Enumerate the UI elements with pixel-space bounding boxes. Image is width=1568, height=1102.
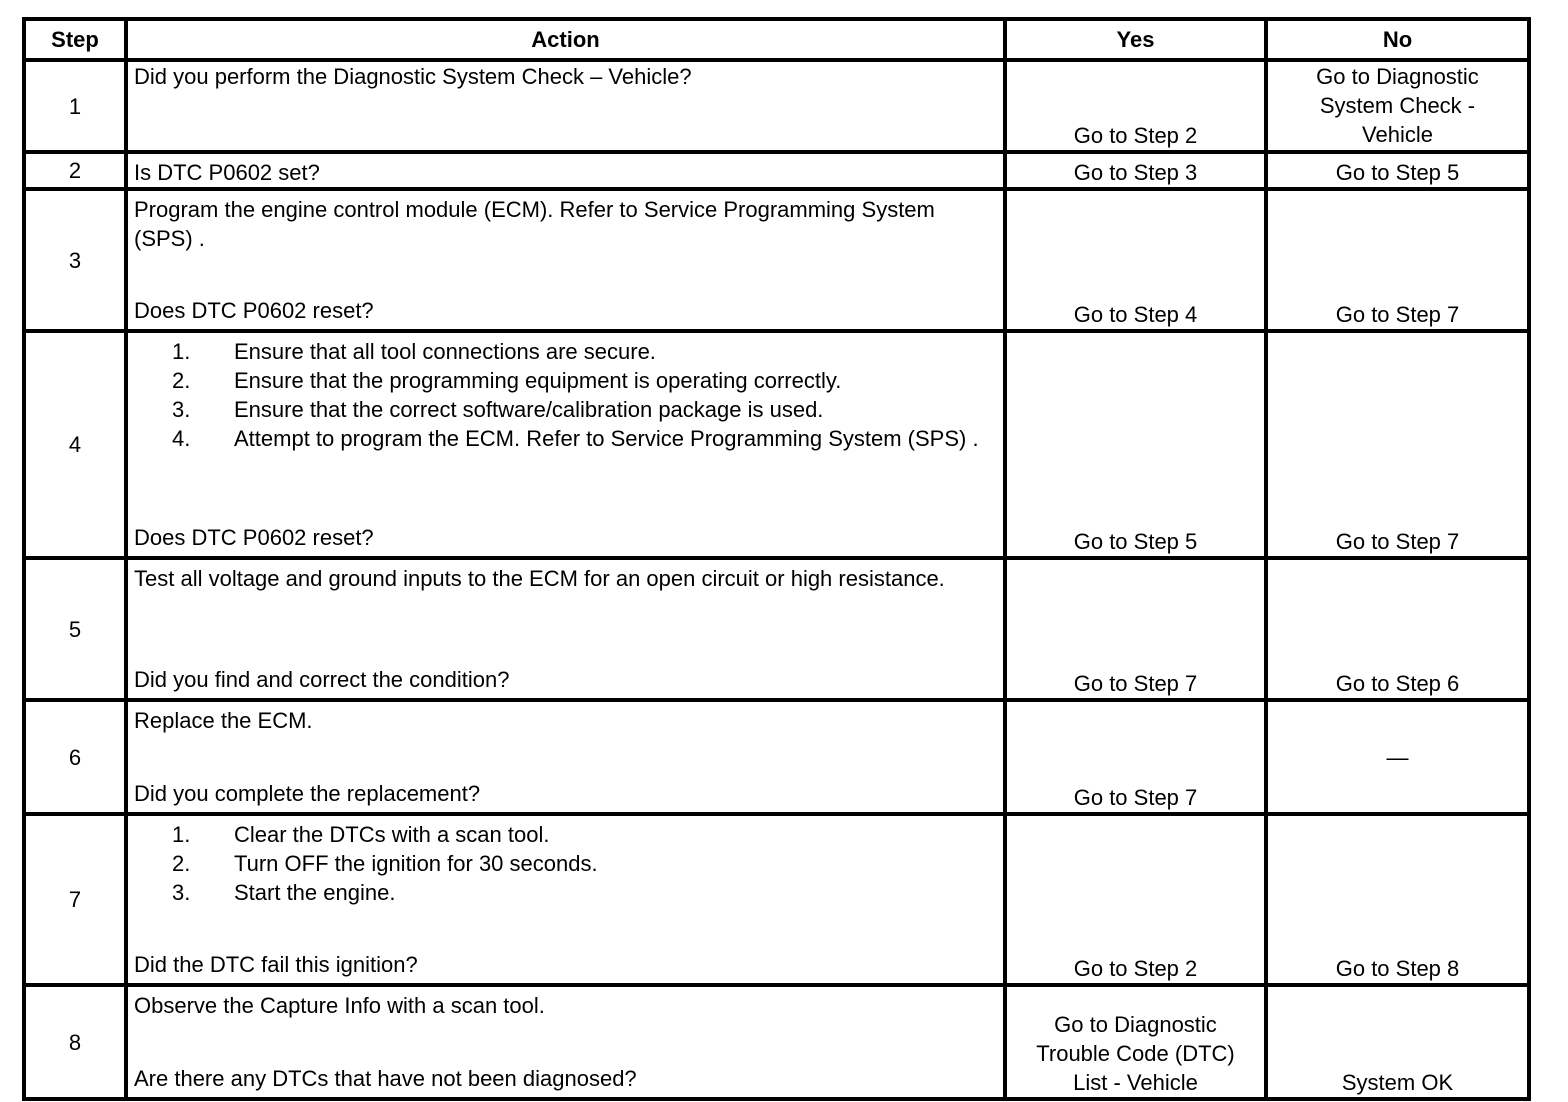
step-number: 4	[24, 331, 126, 558]
list-item: 1. Ensure that all tool connections are secure.	[172, 339, 656, 364]
yes-cell: Go to Step 3	[1005, 152, 1266, 189]
action-cell	[126, 331, 1005, 558]
list-item: 3. Ensure that the correct software/calibration package is used.	[172, 397, 824, 422]
no-cell: Go to Step 7	[1266, 331, 1529, 558]
list-item: 2. Turn OFF the ignition for 30 seconds.	[172, 851, 598, 876]
header-yes: Yes	[1005, 19, 1266, 60]
action-question: Did you complete the replacement?	[134, 781, 481, 806]
table-row	[24, 60, 1529, 152]
action-cell	[126, 152, 1005, 189]
no-cell: Go to Step 8	[1266, 814, 1529, 985]
step-number: 6	[24, 700, 126, 814]
action-cell	[126, 60, 1005, 152]
table-row	[24, 152, 1529, 189]
step-number: 8	[24, 985, 126, 1099]
action-question: Did you find and correct the condition?	[134, 667, 510, 692]
action-question: Does DTC P0602 reset?	[134, 298, 374, 323]
action-steps-list	[134, 820, 997, 907]
table-row	[24, 331, 1529, 558]
no-cell: Go to Step 7	[1266, 189, 1529, 331]
yes-cell: Go to Step 7	[1005, 558, 1266, 700]
header-step: Step	[24, 19, 126, 60]
table-row	[24, 189, 1529, 331]
action-question: Did the DTC fail this ignition?	[134, 952, 418, 977]
yes-cell: Go to Diagnostic Trouble Code (DTC) List - Vehicle	[1005, 985, 1266, 1099]
list-item: 2. Ensure that the programming equipment is operating correctly.	[172, 368, 842, 393]
action-cell	[126, 558, 1005, 700]
no-cell: Go to Step 6	[1266, 558, 1529, 700]
list-item: 4. Attempt to program the ECM. Refer to Service Programming System (SPS) .	[172, 426, 979, 451]
list-item: 1. Clear the DTCs with a scan tool.	[172, 822, 550, 847]
no-cell: Go to Diagnostic System Check - Vehicle	[1266, 60, 1529, 152]
action-text: Program the engine control module (ECM). Refer to Service Programming System (SPS) .	[134, 197, 935, 251]
header-row	[24, 19, 1529, 60]
action-cell	[126, 814, 1005, 985]
action-cell	[126, 700, 1005, 814]
action-text: Replace the ECM.	[134, 708, 313, 733]
step-number: 3	[24, 189, 126, 331]
no-cell: Go to Step 5	[1266, 152, 1529, 189]
action-steps-list	[134, 337, 997, 453]
yes-cell: Go to Step 2	[1005, 814, 1266, 985]
table-row	[24, 558, 1529, 700]
step-number: 5	[24, 558, 126, 700]
step-number: 7	[24, 814, 126, 985]
table-row	[24, 814, 1529, 985]
action-cell	[126, 189, 1005, 331]
step-number: 2	[24, 152, 126, 189]
action-text: Observe the Capture Info with a scan tool.	[134, 993, 545, 1018]
action-question: Are there any DTCs that have not been diagnosed?	[134, 1066, 637, 1091]
action-cell	[126, 985, 1005, 1099]
yes-cell: Go to Step 2	[1005, 60, 1266, 152]
list-item: 3. Start the engine.	[172, 880, 396, 905]
step-number: 1	[24, 60, 126, 152]
yes-cell: Go to Step 4	[1005, 189, 1266, 331]
no-cell: System OK	[1266, 985, 1529, 1099]
action-text: Is DTC P0602 set?	[134, 160, 320, 185]
table-row	[24, 700, 1529, 814]
diagnostic-table-container	[22, 17, 1527, 1101]
yes-cell: Go to Step 7	[1005, 700, 1266, 814]
action-text: Test all voltage and ground inputs to the ECM for an open circuit or high resistance.	[134, 566, 945, 591]
action-text: Did you perform the Diagnostic System Check – Vehicle?	[134, 64, 692, 89]
header-no: No	[1266, 19, 1529, 60]
diagnostic-table	[22, 17, 1531, 1101]
no-cell-dash: —	[1266, 700, 1529, 814]
action-question: Does DTC P0602 reset?	[134, 525, 374, 550]
header-action: Action	[126, 19, 1005, 60]
yes-cell: Go to Step 5	[1005, 331, 1266, 558]
table-row	[24, 985, 1529, 1099]
